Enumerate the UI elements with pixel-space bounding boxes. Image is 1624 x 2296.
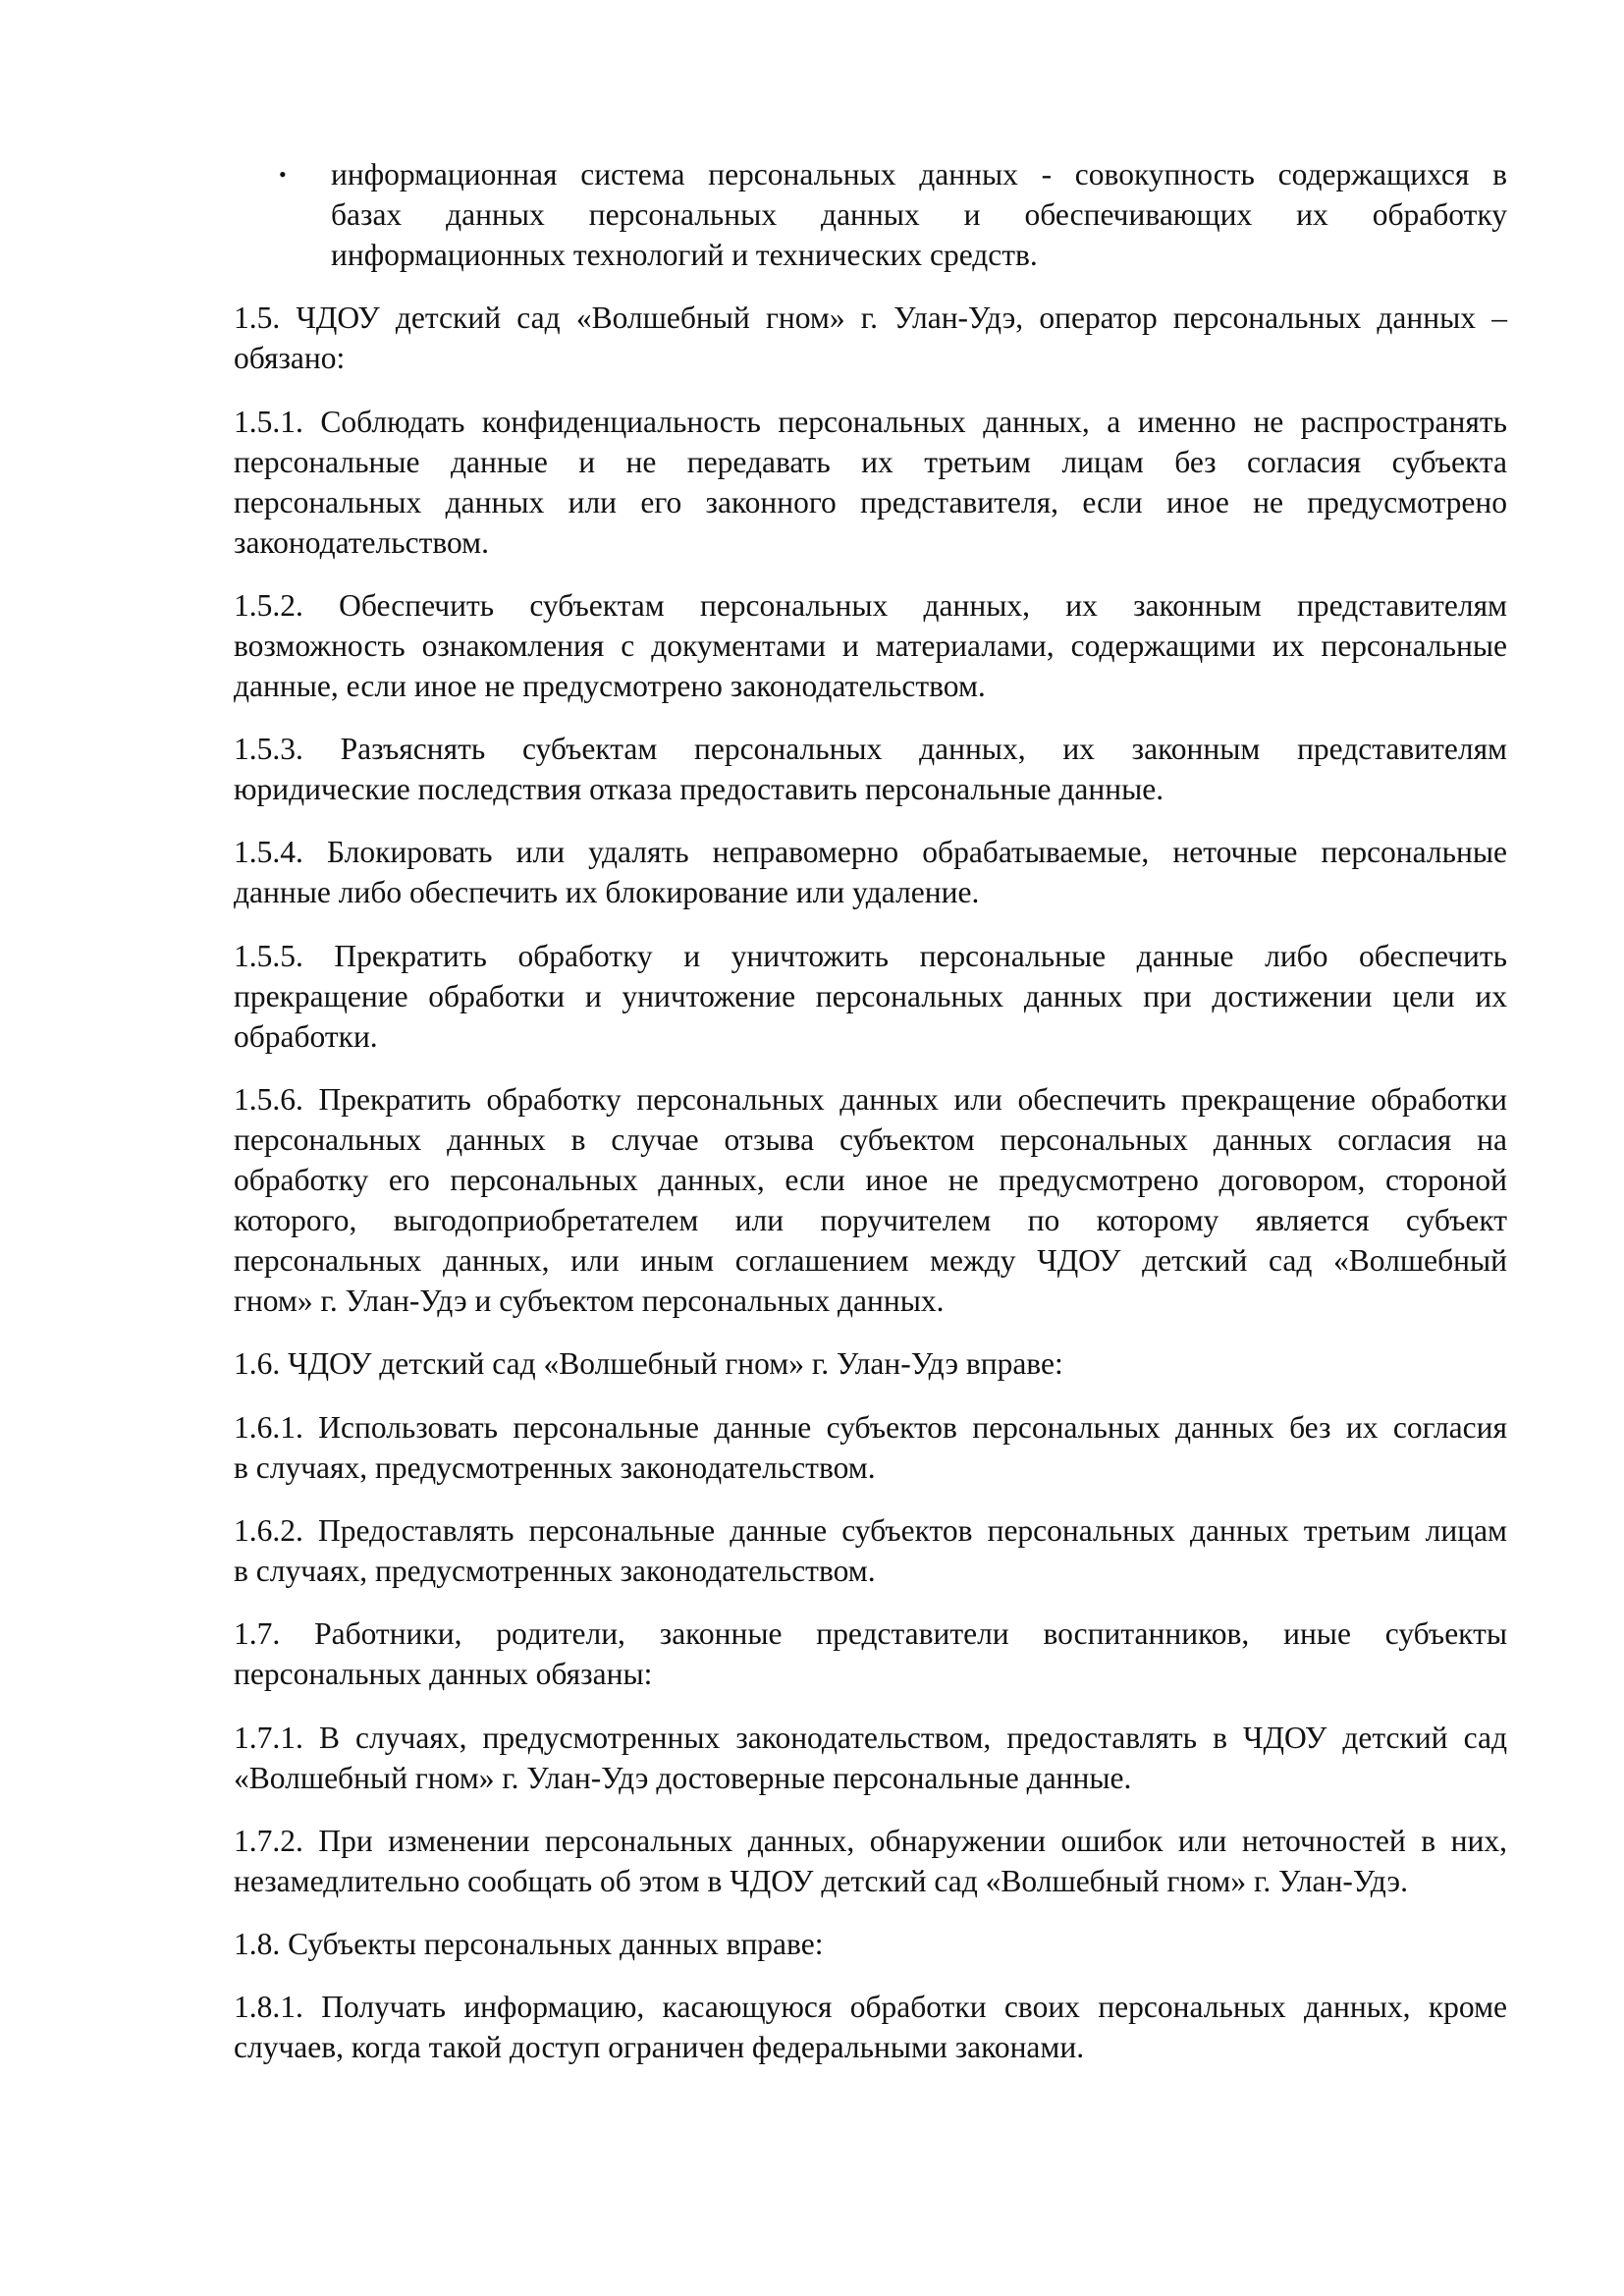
text-line: возможность ознакомления с документами и материалами, содержащими их персональные [234, 628, 1507, 663]
paragraph-1-6-1 [234, 1407, 1507, 1488]
text-line: которого, выгодоприобретателем или поручителем по которому является субъект [234, 1203, 1507, 1238]
text-line: 1.5.3. Разъяснять субъектам персональных данных, их законным представителям [234, 732, 1507, 767]
text-line: обработки. [234, 1018, 378, 1054]
bullet-list-item [234, 154, 1507, 275]
text-line: 1.7.1. В случаях, предусмотренных законодательством, предоставлять в ЧДОУ детский сад [234, 1720, 1507, 1755]
text-line: персональных данных, или иным соглашением между ЧДОУ детский сад «Волшебный [234, 1243, 1507, 1279]
paragraph-1-5-4 [234, 832, 1507, 912]
text-line: 1.5.1. Соблюдать конфиденциальность персональных данных, а именно не распространять [234, 404, 1507, 439]
paragraph-1-7 [234, 1613, 1507, 1694]
text-line: случаев, когда такой доступ ограничен федеральными законами. [234, 2030, 1085, 2065]
paragraph-1-5-5 [234, 936, 1507, 1057]
text-line: 1.5.2. Обеспечить субъектам персональных данных, их законным представителям [234, 587, 1507, 623]
text-line: 1.8.1. Получать информацию, касающуюся обработки своих персональных данных, кроме [234, 1990, 1507, 2025]
text-line: обязано: [234, 341, 346, 376]
text-line: в случаях, предусмотренных законодательством. [234, 1553, 876, 1588]
paragraph-1-8 [234, 1924, 1507, 1964]
paragraph-1-7-2 [234, 1821, 1507, 1901]
text-line: персональных данных в случае отзыва субъектом персональных данных согласия на [234, 1122, 1507, 1158]
bullet-icon: • [279, 162, 287, 187]
paragraph-1-5-2 [234, 585, 1507, 706]
paragraph-1-6-2 [234, 1510, 1507, 1591]
text-line: 1.6. ЧДОУ детский сад «Волшебный гном» г. Улан-Удэ вправе: [234, 1346, 1063, 1382]
text-line: «Волшебный гном» г. Улан-Удэ достоверные персональные данные. [234, 1760, 1132, 1795]
text-line: данные, если иное не предусмотрено законодательством. [234, 668, 986, 703]
text-line: персональные данные и не передавать их третьим лицам без согласия субъекта [234, 444, 1507, 479]
document-body [234, 154, 1507, 2091]
text-line: незамедлительно сообщать об этом в ЧДОУ детский сад «Волшебный гном» г. Улан-Удэ. [234, 1863, 1408, 1898]
text-line: персональных данных или его законного представителя, если иное не предусмотрено [234, 484, 1507, 519]
text-line: 1.5.4. Блокировать или удалять неправомерно обрабатываемые, неточные персональные [234, 835, 1507, 870]
text-line: информационных технологий и технических средств. [331, 238, 1038, 272]
paragraph-1-7-1 [234, 1718, 1507, 1798]
paragraph-1-5-1 [234, 402, 1507, 563]
text-line: законодательством. [234, 524, 489, 560]
text-line: 1.7.2. При изменении персональных данных, обнаружении ошибок или неточностей в них, [234, 1823, 1507, 1858]
paragraph-1-8-1 [234, 1987, 1507, 2067]
text-line: 1.6.1. Использовать персональные данные субъектов персональных данных без их согласия [234, 1409, 1507, 1445]
text-line: гном» г. Улан-Удэ и субъектом персональных данных. [234, 1284, 945, 1319]
text-line: в случаях, предусмотренных законодательством. [234, 1449, 876, 1485]
text-line: 1.6.2. Предоставлять персональные данные субъектов персональных данных третьим лицам [234, 1512, 1507, 1548]
text-line: базах данных персональных данных и обеспечивающих их обработку [331, 197, 1507, 232]
text-line: данные либо обеспечить их блокирование или удаление. [234, 875, 980, 910]
text-line: информационная система персональных данных - совокупность содержащихся в [331, 157, 1507, 191]
paragraph-1-6 [234, 1343, 1507, 1384]
text-line: 1.5.6. Прекратить обработку персональных данных или обеспечить прекращение обработки [234, 1082, 1507, 1118]
text-line: 1.5.5. Прекратить обработку и уничтожить персональные данные либо обеспечить [234, 938, 1507, 973]
paragraph-1-5 [234, 298, 1507, 378]
text-line: юридические последствия отказа предоставить персональные данные. [234, 772, 1164, 807]
text-line: персональных данных обязаны: [234, 1657, 653, 1692]
paragraph-1-5-6 [234, 1079, 1507, 1321]
paragraph-1-5-3 [234, 729, 1507, 809]
text-line: 1.8. Субъекты персональных данных вправе: [234, 1927, 824, 1962]
text-line: 1.7. Работники, родители, законные представители воспитанников, иные субъекты [234, 1616, 1507, 1652]
text-line: прекращение обработки и уничтожение персональных данных при достижении цели их [234, 978, 1507, 1013]
text-line: 1.5. ЧДОУ детский сад «Волшебный гном» г. Улан-Удэ, оператор персональных данных – [234, 301, 1507, 336]
text-line: обработку его персональных данных, если иное не предусмотрено договором, стороной [234, 1163, 1507, 1198]
